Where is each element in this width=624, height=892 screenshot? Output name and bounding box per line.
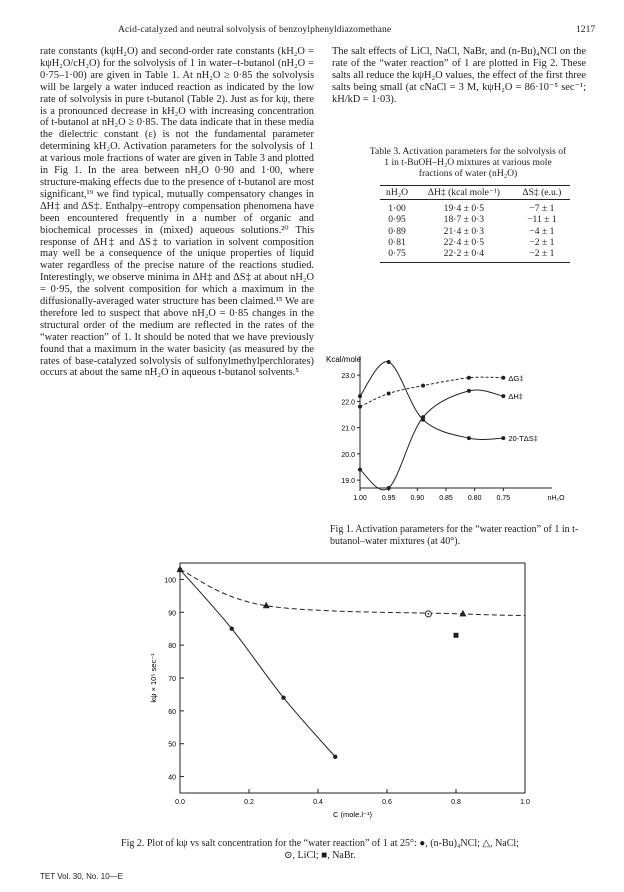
table-header-cell: ΔH‡ (kcal mole⁻¹) <box>414 186 514 200</box>
page-number: 1217 <box>576 24 596 35</box>
x-axis-label: C (mole.l⁻¹) <box>333 810 372 819</box>
nacl-point <box>177 566 184 573</box>
x-tick-label: 0.85 <box>439 495 453 502</box>
y-tick-label: 22.0 <box>341 399 355 407</box>
table-cell: 0·89 <box>388 225 406 237</box>
tds-series-point <box>358 394 362 398</box>
table-cell: 0·75 <box>380 248 414 263</box>
left-column <box>40 46 314 379</box>
table-cell: −2 ± 1 <box>514 248 570 263</box>
right-column <box>332 46 586 106</box>
running-header <box>0 24 624 38</box>
table-cell: 0·81 <box>388 236 406 248</box>
y-tick-label: 50 <box>168 741 176 749</box>
table-3-caption: Table 3. Activation parameters for the solvolysis of 1 in t-BuOH–H₂O mixtures at various mole fractions of water (nH₂O) <box>369 146 567 179</box>
licl-point-center <box>428 613 430 615</box>
y-axis-label: Kcal/mole <box>326 355 362 364</box>
nacl-curve <box>180 570 525 616</box>
tds-series-point <box>421 418 425 422</box>
y-tick-label: 23.0 <box>341 373 355 381</box>
table-header-cell: ΔS‡ (e.u.) <box>514 186 570 200</box>
table-cell: 0·95 <box>388 214 406 226</box>
y-axis-label: kψ × 10⁵ sec⁻¹ <box>149 653 158 703</box>
dh-series-line <box>360 390 503 490</box>
y-tick-label: 40 <box>168 774 176 782</box>
right-column-paragraph: The salt effects of LiCl, NaCl, NaBr, and (n-Bu)₄NCl on the rate of the “water reaction” of 1 are plotted in Fig 2. These salts all reduce the kψH₂O values, the effect of the first three salts being small (at cNaCl = 3 M, kψH₂O = 86·10⁻⁵ sec⁻¹; kH/kD = 1·03). <box>332 46 586 105</box>
running-title: Acid-catalyzed and neutral solvolysis of benzoylphenyldiazomethane <box>118 24 392 35</box>
tds-series-point <box>467 436 471 440</box>
x-tick-label: 1.00 <box>353 495 367 502</box>
nacl-point <box>459 610 466 617</box>
y-tick-label: 20.0 <box>341 451 355 459</box>
tds-series-point <box>387 360 391 364</box>
x-tick-label: 0.80 <box>467 495 482 502</box>
bu4ncl-point <box>230 627 234 631</box>
y-tick-label: 60 <box>168 708 176 716</box>
dg-series-point <box>467 376 471 380</box>
table-3 <box>360 146 576 263</box>
dg-series-label: ΔG‡ <box>508 373 524 383</box>
figure-1-caption: Fig 1. Activation parameters for the “water reaction” of 1 in t-butanol–water mixtures (at 40°). <box>330 524 579 547</box>
figure-1-chart <box>322 350 602 520</box>
table-cell: −7 ± 1 <box>529 203 555 214</box>
bu4ncl-curve <box>180 570 335 757</box>
table-cell: 19·4 ± 0·5 <box>443 203 485 214</box>
left-column-paragraph: rate constants (kψH₂O) and second-order rate constants (kH₂O = kψH₂O/cH₂O) for the solvolysis of 1 in water–t-butanol (nH₂O = 0·75–1·00) are given in Table 1. At nH₂O ≥ 0·85 the solvolysis will be largely a water induced reaction as indicated by the low rate of solvolysis in pure t-butanol (Table 2). Just as for kψ, there is a pronounced decrease in kH₂O with increasing concentration of t-butanol at nH₂O ≥ 0·85. The data indicate that in these media the dielectric constant (ε) is not the fundamental parameter determining kH₂O. Activation parameters for the solvolysis of 1 at various mole fractions of water are given in Table 3 and plotted in Fig 1. In the area between nH₂O 0·90 and 1·00, where structure-making effects due to the presence of t-butanol are most significant,¹⁹ we find typical, mutually compensatory changes in ΔH‡ and ΔS‡. Enthalpy–entropy compensation phenomena have been encountered frequently in a number of organic and biochemical processes in (mixed) aqueous solutions.²⁰ This response of ΔH‡ and ΔS‡ to variation in solvent composition may well be a consequence of the unique properties of liquid water regardless of the precise nature of the reactions studied. Interestingly, we observe minima in ΔH‡ and ΔS‡ at about nH₂O = 0·95, the solvent composition for which a maximum in the diffusionally-averaged water structure has been claimed.¹⁵ We are therefore led to suspect that above nH₂O = 0·85 changes in the structural order of the medium are reflected in the rates of the “water reaction” of 1. It should be noted that we have previously found that a maximum in the water basicity (as measured by the rates of base-catalyzed solvolysis of sulfonylmethylperchlorates) occurs at about the same nH₂O in aqueous t-butanol solvents.⁵ <box>40 46 314 379</box>
x-tick-label: 0.90 <box>410 495 425 502</box>
table-cell: 1·00 <box>388 203 406 214</box>
plot-frame <box>180 563 525 793</box>
figure-2-caption-line-2: ⊙, LiCl; ■, NaBr. <box>284 849 356 861</box>
y-tick-label: 70 <box>168 676 176 683</box>
dh-series-point <box>387 486 391 490</box>
y-tick-label: 19.0 <box>341 478 355 486</box>
tds-series-label: 20-TΔS‡ <box>508 434 538 444</box>
activation-parameter-table <box>380 185 570 263</box>
table-row <box>380 237 570 248</box>
x-tick-label: 0.4 <box>313 799 323 806</box>
table-header-row <box>380 186 570 200</box>
table-cell: 22·4 ± 0·5 <box>443 236 485 248</box>
dg-series-line <box>360 377 503 406</box>
x-tick-label: 1.0 <box>520 799 530 806</box>
table-cell: −4 ± 1 <box>529 225 555 237</box>
x-tick-label: 0.75 <box>496 495 511 502</box>
table-cell: 21·4 ± 0·3 <box>443 225 485 237</box>
table-row <box>380 226 570 237</box>
dg-series-point <box>387 392 391 396</box>
table-row <box>380 214 570 225</box>
tds-series-line <box>360 362 503 440</box>
dh-series-point <box>358 468 362 472</box>
y-tick-label: 100 <box>164 577 176 585</box>
figure-2-caption-line-1: Fig 2. Plot of kψ vs salt concentration for the “water reaction” of 1 at 25°: ●, (n-Bu)₄NCl; △, NaCl; <box>121 838 519 849</box>
table-row <box>380 200 570 215</box>
y-tick-label: 21.0 <box>341 425 355 433</box>
y-tick-label: 90 <box>168 610 176 618</box>
x-axis-label: nH₂O <box>547 495 565 502</box>
table-row <box>380 248 570 263</box>
dh-series-point <box>501 394 505 398</box>
x-tick-label: 0.6 <box>382 799 392 806</box>
figure-2-chart <box>110 555 580 835</box>
bu4ncl-point <box>281 696 285 700</box>
y-tick-label: 80 <box>168 643 176 651</box>
dg-series-point <box>501 376 505 380</box>
tds-series-point <box>501 436 505 440</box>
dg-series-point <box>358 405 362 409</box>
dg-series-point <box>421 384 425 388</box>
table-header-cell: nH₂O <box>380 186 414 200</box>
dh-series-label: ΔH‡ <box>508 392 523 402</box>
table-cell: 18·7 ± 0·3 <box>443 214 485 226</box>
x-tick-label: 0.8 <box>451 799 461 806</box>
dh-series-point <box>467 389 471 393</box>
bu4ncl-point <box>333 755 337 759</box>
table-cell: −11 ± 1 <box>527 214 557 226</box>
figure-2-caption <box>40 838 600 861</box>
x-tick-label: 0.0 <box>175 799 185 806</box>
nabr-point <box>454 633 459 638</box>
table-cell: 22·2 ± 0·4 <box>414 248 514 263</box>
table-cell: −2 ± 1 <box>529 236 555 248</box>
footer-journal-ref: TET Vol. 30, No. 10—E <box>40 872 124 881</box>
x-tick-label: 0.95 <box>381 495 396 502</box>
x-tick-label: 0.2 <box>244 799 254 806</box>
